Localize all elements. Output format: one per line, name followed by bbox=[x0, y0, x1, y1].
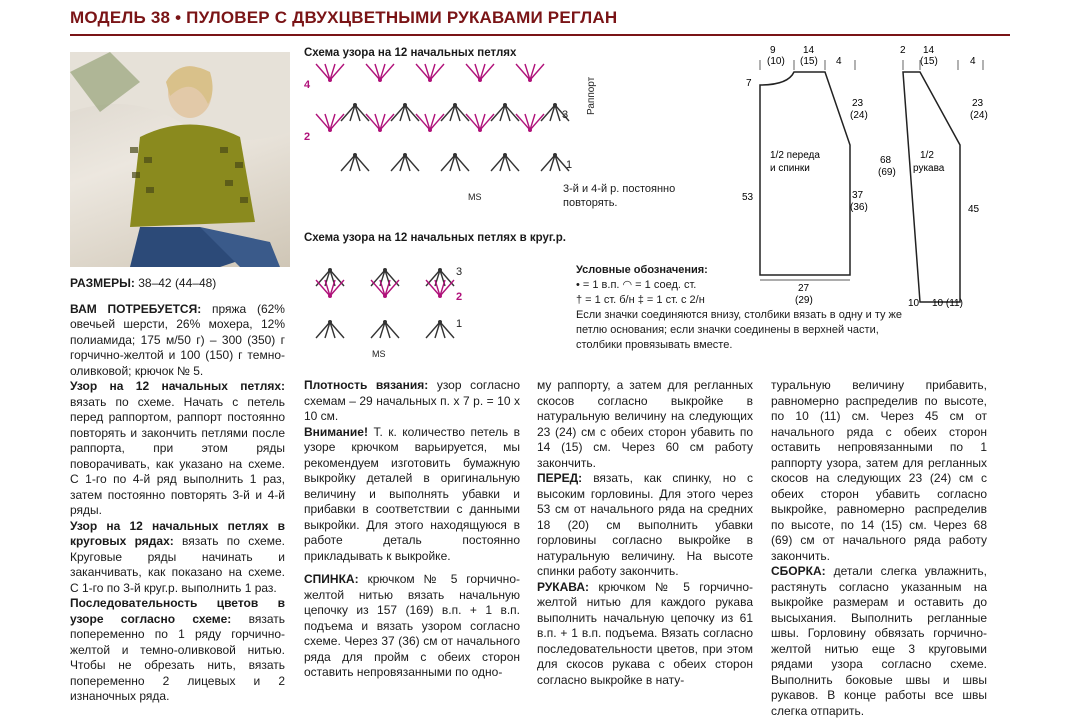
diagram1-row-2: 2 bbox=[304, 131, 311, 143]
density-label: Плотность вязания: bbox=[304, 378, 429, 392]
diagram1-ms-label: MS bbox=[468, 192, 482, 202]
diagram1-row-4: 4 bbox=[304, 79, 311, 91]
colorseq-label: Последовательность цветов в узоре согласно схеме: bbox=[70, 596, 285, 626]
attention-label: Внимание! bbox=[304, 424, 368, 439]
model-photo bbox=[70, 52, 290, 267]
legend-text: Если значки соединяются внизу, столбики вязать в одну и ту же петлю основания; если значки соединены в верхней части, столбики провязывать вместе. bbox=[576, 309, 903, 351]
pattern12round-label: Узор на 12 начальных петлях в круговых рядах: bbox=[70, 518, 285, 548]
sleeve-heightb: (69) bbox=[878, 167, 896, 178]
front-label: ПЕРЕД: bbox=[537, 471, 583, 485]
sleeve-top2: 14 bbox=[923, 45, 935, 56]
column-2 bbox=[304, 378, 520, 681]
sleeve-bot1: 10 bbox=[908, 298, 920, 309]
diagram2-chart bbox=[300, 245, 560, 365]
sleeve-len: 45 bbox=[968, 204, 980, 215]
assembly-text: детали слегка увлажнить, растянуть согласно указанным на выкройке размерам и оставить до высыхания. Выполнить регланные швы. Горловину обвязать горчично-желтой нитью еще 3 круговыми рядами узора согласно схеме. Выполнить боковые швы и швы рукавов. В конце работы все швы слегка отпарить. bbox=[771, 564, 987, 718]
back-text: крючком № 5 горчично-желтой нитью вязать начальную цепочку из 157 (169) в.п. + 1 в.п. подъема и вязать узором согласно схеме. Через 37 (36) см от начального ряда для пройм с обеих сторон оставить непровязанными по одно- bbox=[304, 572, 520, 679]
diagram2-title: Схема узора на 12 начальных петлях в круг.р. bbox=[304, 232, 566, 244]
sleeve-label-1: 1/2 bbox=[920, 150, 934, 161]
sleeve-height: 68 bbox=[880, 155, 892, 166]
model-photo-illustration bbox=[70, 52, 290, 267]
sizes-value: 38–42 (44–48) bbox=[138, 276, 217, 290]
sleeve-top3: 4 bbox=[970, 56, 976, 67]
schematic-diagram bbox=[730, 40, 1030, 310]
materials-label: ВАМ ПОТРЕБУЕТСЯ: bbox=[70, 301, 202, 316]
body-height: 53 bbox=[742, 192, 754, 203]
colorseq-text: вязать попеременно по 1 ряду горчично-желтой и темно-оливковой нитью. Чтобы не обрезать нить, вязать попеременно 2 лицевых и 2 изнаночных ряда. bbox=[70, 611, 285, 703]
sleeve-raglan: 23 bbox=[972, 98, 984, 109]
body-top1b: (10) bbox=[767, 56, 785, 67]
legend-title: Условные обозначения: bbox=[576, 264, 708, 276]
page-header bbox=[70, 8, 1010, 36]
back-label: СПИНКА: bbox=[304, 572, 359, 586]
column-3 bbox=[537, 378, 753, 688]
body-raglanb: (24) bbox=[850, 110, 868, 121]
body-widthb: (29) bbox=[795, 295, 813, 306]
diagram1-title: Схема узора на 12 начальных петлях bbox=[304, 47, 517, 59]
sleeves-label: РУКАВА: bbox=[537, 579, 590, 594]
sizes-label: РАЗМЕРЫ: bbox=[70, 276, 135, 290]
sleeves-text: крючком № 5 горчично-желтой нитью для каждого рукава выполнить начальную цепочку из 61 в.п. + 1 в.п. подъема. Вязать согласно последовательности цветов, при этом для скосов рукава с обеих сторон согласно выкройке в нату- bbox=[537, 579, 753, 687]
legend-line-2: † = 1 ст. б/н ‡ = 1 ст. с 2/н bbox=[576, 294, 705, 306]
body-top3: 4 bbox=[836, 56, 842, 67]
diagram1-row-3: 3 bbox=[562, 109, 569, 121]
body-sideb: (36) bbox=[850, 202, 868, 213]
materials-text: пряжа (62% овечьей шерсти, 26% мохера, 12% полиамида; 175 м/50 г) – 300 (350) г горчично-желтой и 100 (150) г темно-оливковой; крючок № 5. bbox=[70, 301, 285, 378]
sleeve-top1: 2 bbox=[900, 45, 906, 56]
pattern12round-text: вязать по схеме. Круговые ряды начинать и заканчивать, как показано на схеме. С 1-го по 3-й круг.р. выполнить 1 раз. bbox=[70, 534, 285, 595]
sleeve-bot2: 10 (11) bbox=[932, 298, 963, 309]
attention-text: Т. к. количество петель в узоре крючком варьируется, мы рекомендуем изготовить бумажную выкройку деталей в оригинальную величину и выполнять убавки и прибавки в соответствии с данными выкройки. Для этого находящуюся в работе деталь постоянно прикладывать к выкройке. bbox=[304, 424, 520, 563]
body-label-1: 1/2 переда bbox=[770, 150, 820, 161]
diagram2-row-3: 3 bbox=[456, 266, 463, 278]
sleeve-top2b: (15) bbox=[920, 56, 938, 67]
diagram2-ms-label: MS bbox=[372, 349, 386, 359]
body-label-2: и спинки bbox=[770, 163, 810, 174]
diagram2-row-1: 1 bbox=[456, 318, 463, 330]
pattern12-label: Узор на 12 начальных петлях: bbox=[70, 379, 285, 393]
body-top1: 9 bbox=[770, 45, 776, 56]
diagram1-row-1: 1 bbox=[566, 159, 573, 171]
sleeve-raglanb: (24) bbox=[970, 110, 988, 121]
col3-cont: му раппорту, а затем для регланных скосов согласно выкройке в натуральную величину на следующих 23 (24) см с обеих сторон убавить по 14 (15) см. Через 60 см работу закончить. bbox=[537, 378, 753, 470]
body-top2: 14 bbox=[803, 45, 815, 56]
page-title: МОДЕЛЬ 38 • ПУЛОВЕР С ДВУХЦВЕТНЫМИ РУКАВАМИ РЕГЛАН bbox=[70, 8, 618, 27]
body-side: 37 bbox=[852, 190, 864, 201]
density-text: узор согласно схемам – 29 начальных п. х 7 р. = 10 х 10 см. bbox=[304, 378, 520, 423]
assembly-label: СБОРКА: bbox=[771, 564, 826, 578]
sleeve-label-2: рукава bbox=[913, 163, 945, 174]
body-top2b: (15) bbox=[800, 56, 818, 67]
column-1 bbox=[70, 276, 285, 705]
body-neck: 7 bbox=[746, 78, 752, 89]
diagram1-note: 3-й и 4-й р. постоянно повторять. bbox=[563, 183, 676, 209]
sleeve-outline bbox=[903, 72, 960, 302]
diagram1-rapport-label: Раппорт bbox=[586, 76, 597, 115]
front-text: вязать, как спинку, но с высоким горловины. Для этого через 53 см от начального ряда на средних 18 (20) см выполнить убавки горловины согласно выкройке в натуральную величину. На высоте спинки работу закончить. bbox=[537, 471, 753, 578]
col4-cont: туральную величину прибавить, равномерно распределив по высоте, по 10 (11) см. Через 45 см от начального ряда с обеих сторон оставить непровязанными по 1 раппорту узора, затем для регланных скосов на следующих 23 (24) см с обеих сторон убавить согласно выкройке, равномерно распределив по высоте, по 14 (15) см. Через 68 (69) см от начального ряда работу закончить. bbox=[771, 378, 987, 563]
body-raglan: 23 bbox=[852, 98, 864, 109]
body-width: 27 bbox=[798, 283, 810, 294]
legend-line-1: • = 1 в.п. ◠ = 1 соед. ст. bbox=[576, 279, 697, 291]
pattern12-text: вязать по схеме. Начать с петель перед раппортом, раппорт постоянно повторять и закончить петлями после раппорта, при этом ряды поворачивать, как указано на схеме. С 1-го по 4-й ряд выполнить 1 раз, затем постоянно повторять 3-й и 4-й ряды. bbox=[70, 394, 285, 517]
column-4 bbox=[771, 378, 987, 719]
diagram2-row-2: 2 bbox=[456, 291, 463, 303]
